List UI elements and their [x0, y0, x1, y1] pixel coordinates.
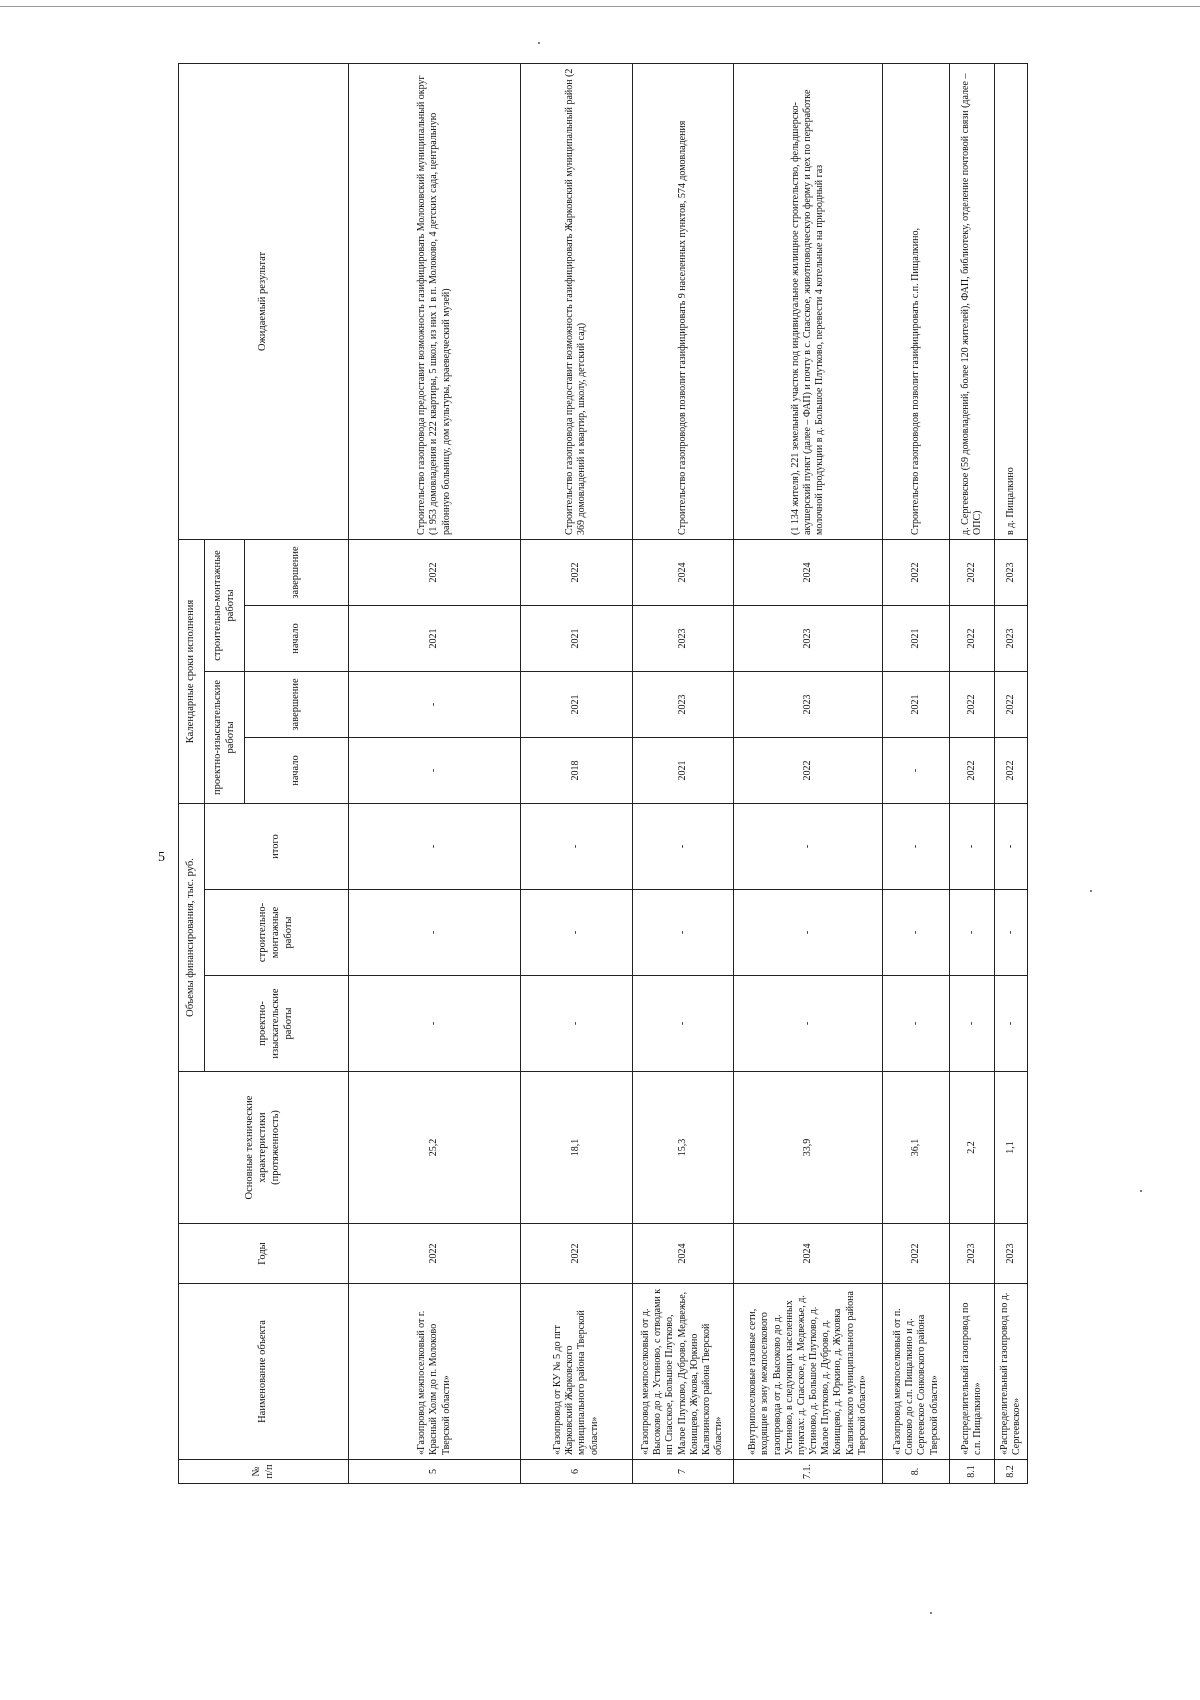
row-fin-design: - — [733, 976, 883, 1072]
row-length: 15,3 — [632, 1072, 733, 1224]
row-length: 33,9 — [733, 1072, 883, 1224]
header-num: № п/п — [179, 1460, 349, 1484]
row-design-end: - — [349, 671, 521, 737]
row-fin-build: - — [733, 890, 883, 976]
row-num: 8.1 — [950, 1460, 995, 1484]
row-length: 2,2 — [950, 1072, 995, 1224]
row-fin-total: - — [349, 803, 521, 889]
table-row — [995, 63, 1028, 1483]
header-result: Ожидаемый результат — [179, 63, 349, 539]
header-years: Годы — [179, 1224, 349, 1284]
row-num: 7 — [632, 1460, 733, 1484]
header-fin-build: строительно-монтажные работы — [205, 890, 349, 976]
row-design-end: 2022 — [995, 671, 1028, 737]
row-fin-design: - — [950, 976, 995, 1072]
rotated-table-container — [178, 64, 1028, 1484]
header-finance: Объемы финансирования, тыс. руб. — [179, 803, 205, 1071]
row-design-start: - — [349, 737, 521, 803]
row-name: «Распределительный газопровод по с.п. Пищалкино» — [950, 1284, 995, 1460]
row-build-start: 2023 — [995, 605, 1028, 671]
row-design-end: 2021 — [883, 671, 950, 737]
header-build-end: завершение — [245, 539, 349, 605]
row-year: 2023 — [995, 1224, 1028, 1284]
row-design-start: 2022 — [995, 737, 1028, 803]
row-year: 2022 — [349, 1224, 521, 1284]
row-fin-design: - — [521, 976, 633, 1072]
header-build-start: начало — [245, 605, 349, 671]
row-design-start: 2022 — [733, 737, 883, 803]
row-result: д. Сергеевское (59 домовладений, более 120 жителей), ФАП, библиотеку, отделение почтовой связи (далее – ОПС) — [950, 63, 995, 539]
row-year: 2023 — [950, 1224, 995, 1284]
row-num: 7.1. — [733, 1460, 883, 1484]
row-name: «Газопровод межпоселковый от г. Красный Холм до п. Молоково Тверской области» — [349, 1284, 521, 1460]
row-fin-build: - — [995, 890, 1028, 976]
row-design-start: 2021 — [632, 737, 733, 803]
row-num: 8.2 — [995, 1460, 1028, 1484]
row-year: 2024 — [632, 1224, 733, 1284]
table-row — [733, 63, 883, 1483]
row-length: 25,2 — [349, 1072, 521, 1224]
row-build-start: 2023 — [632, 605, 733, 671]
row-result: (1 134 жителя), 221 земельный участок под индивидуальное жилищное строительство, фельдшерско-акушерский пункт (далее – ФАП) и почту в с. Спасское, животноводческую ферму и цех по переработке молочной продукции в д. Большое Плутково, перевести 4 котельные на природный газ — [733, 63, 883, 539]
scan-speck — [1090, 890, 1092, 892]
table-row — [521, 63, 633, 1483]
row-length: 1,1 — [995, 1072, 1028, 1224]
scan-edge-line — [0, 6, 1200, 7]
row-fin-build: - — [521, 890, 633, 976]
table-row — [349, 63, 521, 1483]
gas-pipeline-table — [178, 63, 1028, 1484]
row-fin-design: - — [995, 976, 1028, 1072]
row-length: 18,1 — [521, 1072, 633, 1224]
row-name: «Внутрипоселковые газовые сети, входящие в зону межпоселкового газопровода от д. Высоково до д. Устиново, в следующих населенных пунктах: д. Спасское, д. Медвежье, д. Устиново, д. Большое Плутково, д. Малое Плутково, д. Дуброво, д. Конищево, д. Юркино, д. Жуковка Калязинского муниципального района Тверской области» — [733, 1284, 883, 1460]
page-number: 5 — [158, 850, 165, 865]
row-year: 2022 — [521, 1224, 633, 1284]
row-fin-build: - — [349, 890, 521, 976]
row-fin-design: - — [632, 976, 733, 1072]
row-design-start: 2018 — [521, 737, 633, 803]
row-length: 36,1 — [883, 1072, 950, 1224]
row-fin-design: - — [349, 976, 521, 1072]
row-build-start: 2022 — [950, 605, 995, 671]
row-name: «Распределительный газопровод по д. Сергеевское» — [995, 1284, 1028, 1460]
row-build-end: 2024 — [632, 539, 733, 605]
row-fin-total: - — [733, 803, 883, 889]
row-fin-build: - — [883, 890, 950, 976]
scan-speck — [930, 1612, 932, 1614]
table-row — [950, 63, 995, 1483]
row-build-end: 2022 — [349, 539, 521, 605]
table-row — [632, 63, 733, 1483]
row-fin-total: - — [995, 803, 1028, 889]
row-build-end: 2022 — [521, 539, 633, 605]
header-fin-total: итого — [205, 803, 349, 889]
row-build-start: 2021 — [883, 605, 950, 671]
row-name: «Газопровод от КУ № 5 до пгт Жарковский Жарковского муниципального района Тверской области» — [521, 1284, 633, 1460]
header-name: Наименование объекта — [179, 1284, 349, 1460]
row-num: 5 — [349, 1460, 521, 1484]
scan-speck — [1140, 1190, 1142, 1192]
row-build-start: 2021 — [349, 605, 521, 671]
row-design-end: 2022 — [950, 671, 995, 737]
row-build-end: 2023 — [995, 539, 1028, 605]
row-year: 2024 — [733, 1224, 883, 1284]
row-num: 8. — [883, 1460, 950, 1484]
row-num: 6 — [521, 1460, 633, 1484]
row-fin-total: - — [883, 803, 950, 889]
row-result: Строительство газопровода предоставит возможность газифицировать Жарковский муниципальный район (2 369 домовладений и квартир, школу, детский сад) — [521, 63, 633, 539]
header-tech: Основные технические характеристики (протяженность) — [179, 1072, 349, 1224]
row-fin-design: - — [883, 976, 950, 1072]
row-year: 2022 — [883, 1224, 950, 1284]
header-cal-build: строительно-монтажные работы — [205, 539, 245, 671]
row-fin-total: - — [632, 803, 733, 889]
row-design-end: 2023 — [733, 671, 883, 737]
header-calendar: Календарные сроки исполнения — [179, 539, 205, 803]
header-cal-design: проектно-изыскательские работы — [205, 671, 245, 803]
row-name: «Газопровод межпоселковый от д. Высоково до д. Устиново, с отводами к нп Спасское, Большое Плутково, Малое Плутково, Дуброво, Медвежье, Конищево, Жукова, Юркино Калязинского района Тверской области» — [632, 1284, 733, 1460]
row-fin-total: - — [521, 803, 633, 889]
row-fin-build: - — [950, 890, 995, 976]
row-build-end: 2022 — [950, 539, 995, 605]
row-result: Строительство газопровода предоставит возможность газифицировать Молоковский муниципальный округ (1 953 домовладения и 222 квартиры, 5 школ, из них 1 в п. Молоково, 4 детских сада, центральную районную больницу, дом культуры, краеведческий музей) — [349, 63, 521, 539]
row-build-start: 2023 — [733, 605, 883, 671]
header-design-start: начало — [245, 737, 349, 803]
row-name: «Газопровод межпоселковый от п. Сонково до с.п. Пищалкино и д. Сергеевское Сонковского района Тверской области» — [883, 1284, 950, 1460]
row-design-start: 2022 — [950, 737, 995, 803]
scan-speck — [538, 42, 540, 44]
row-fin-build: - — [632, 890, 733, 976]
row-result: Строительство газопроводов позволит газифицировать с.п. Пищалкино, — [883, 63, 950, 539]
row-design-end: 2021 — [521, 671, 633, 737]
row-build-start: 2021 — [521, 605, 633, 671]
row-result: Строительство газопроводов позволит газифицировать 9 населенных пунктов, 574 домовладения — [632, 63, 733, 539]
header-design-end: завершение — [245, 671, 349, 737]
row-build-end: 2024 — [733, 539, 883, 605]
row-fin-total: - — [950, 803, 995, 889]
row-build-end: 2022 — [883, 539, 950, 605]
row-design-end: 2023 — [632, 671, 733, 737]
row-result: в д. Пищалкино — [995, 63, 1028, 539]
table-row — [883, 63, 950, 1483]
row-design-start: - — [883, 737, 950, 803]
header-fin-design: проектно-изыскательские работы — [205, 976, 349, 1072]
